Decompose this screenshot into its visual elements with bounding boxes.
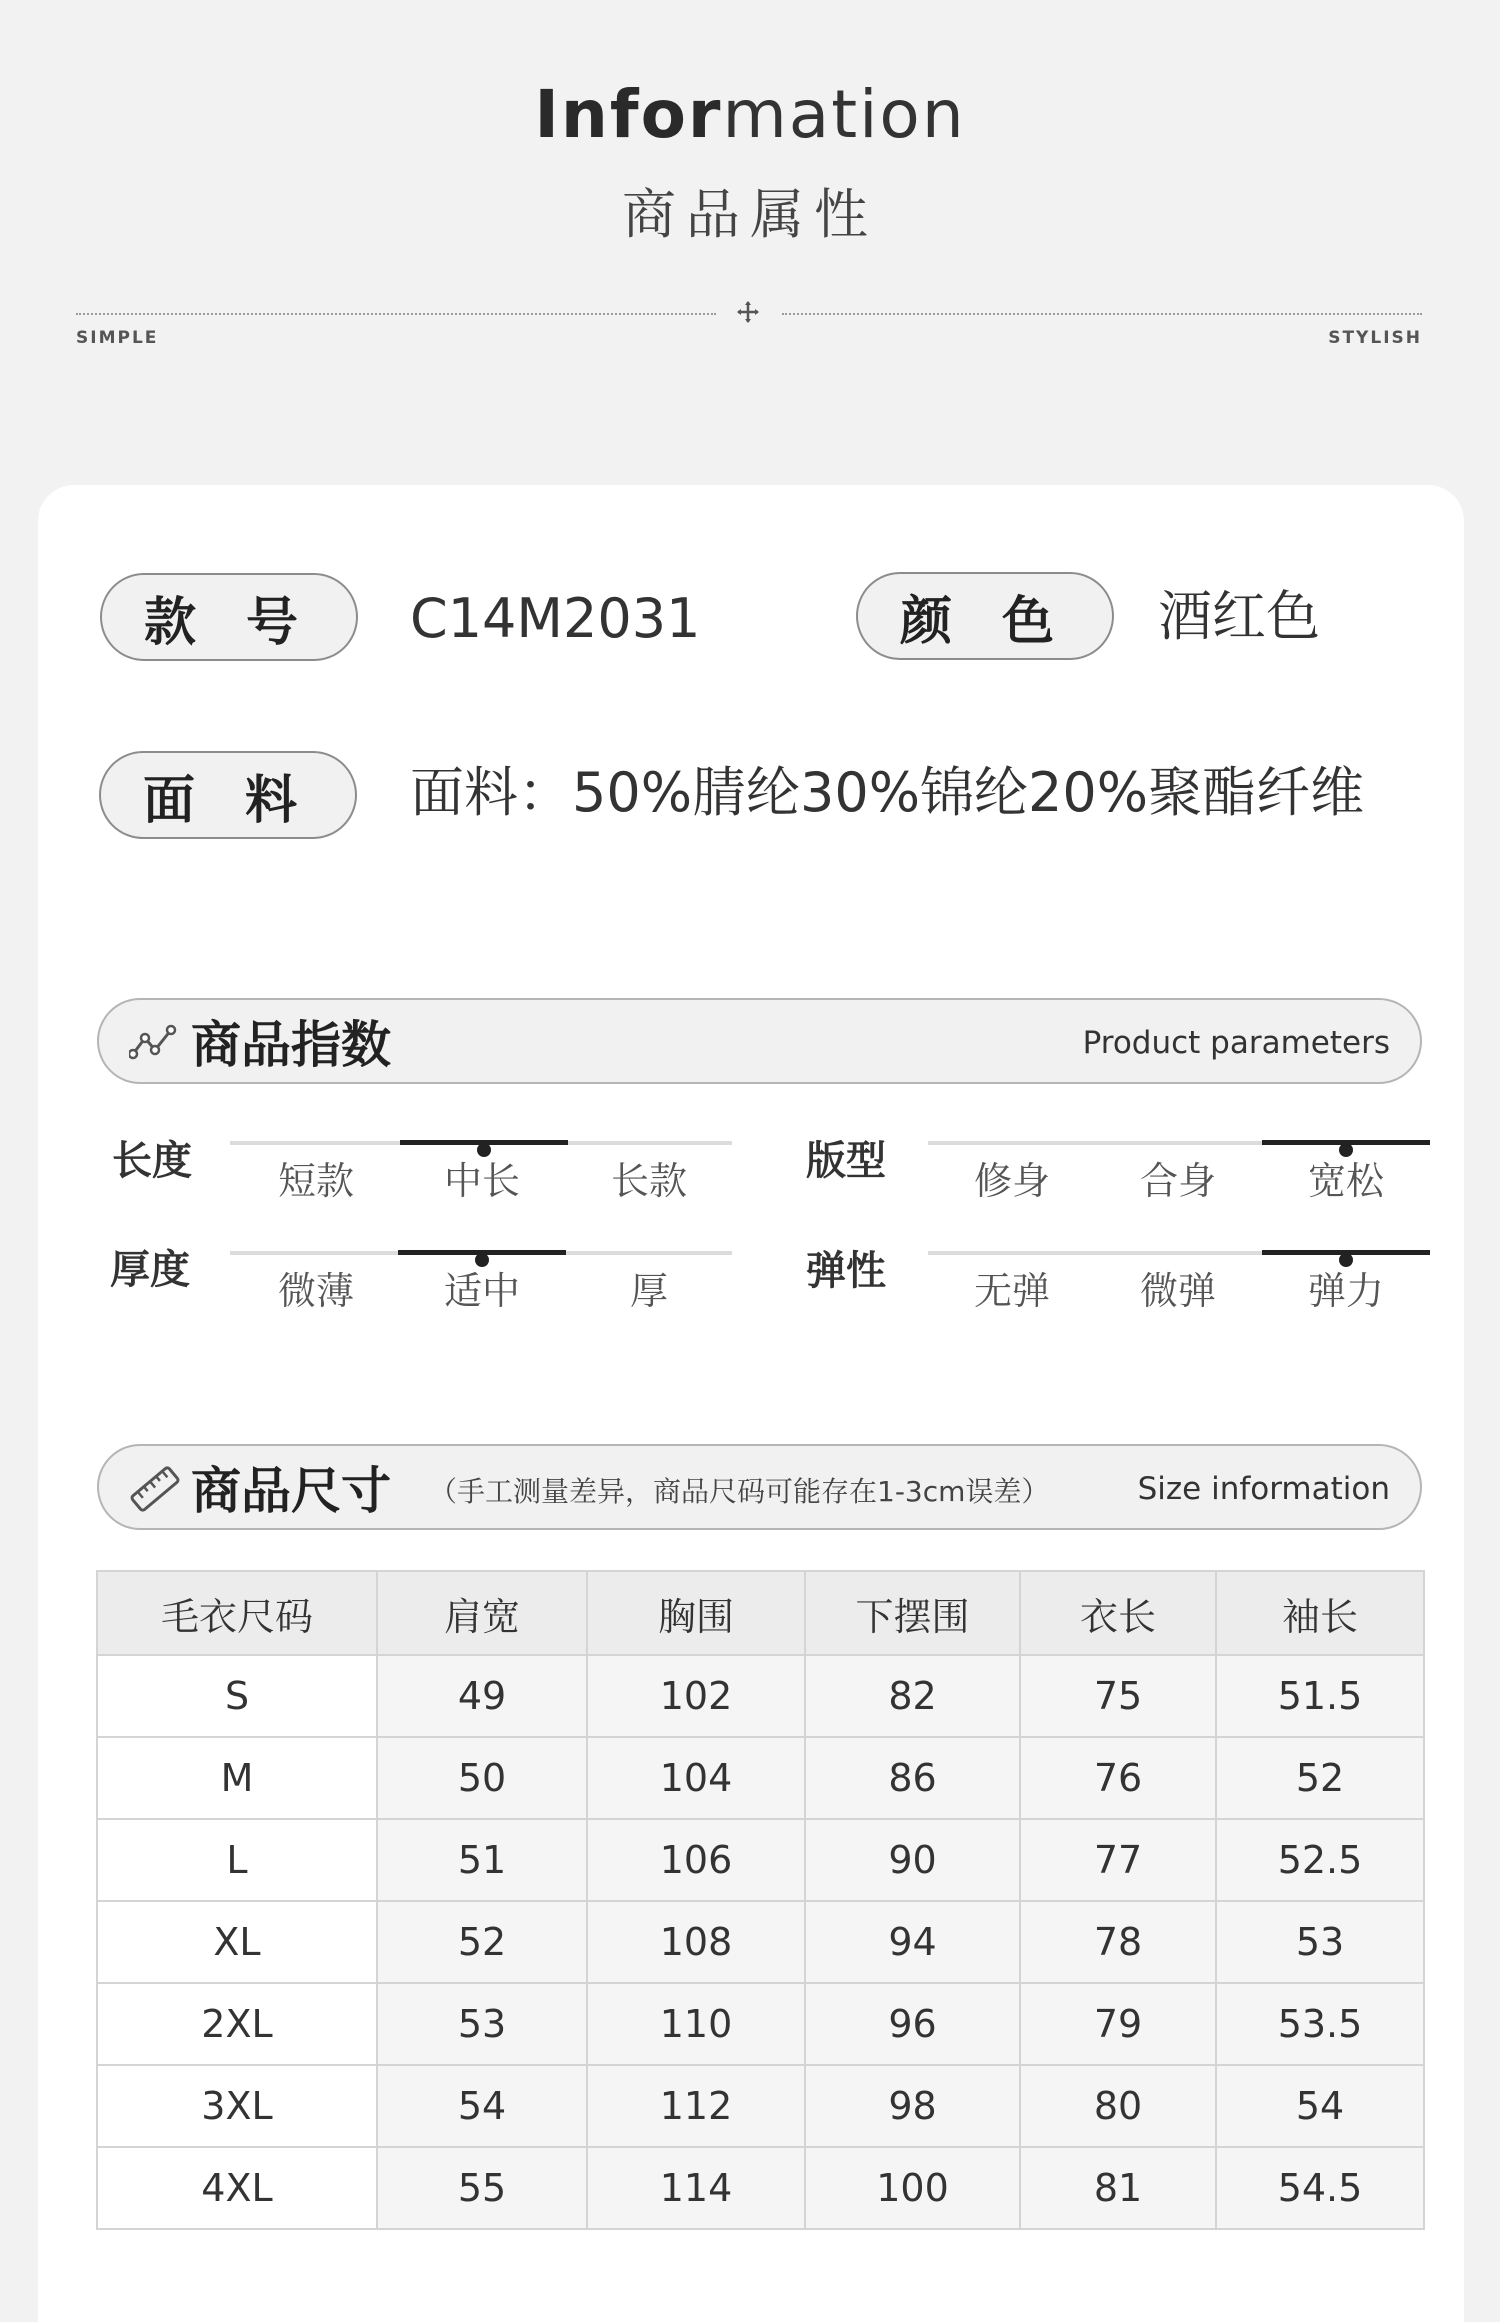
page-title-cn: 商品属性 <box>622 183 878 246</box>
tag-stylish: STYLISH <box>1328 328 1422 348</box>
param-label-fit: 版型 <box>806 1138 886 1184</box>
table-cell: 110 <box>587 1983 805 2065</box>
table-row <box>97 1819 1424 1901</box>
table-cell: 80 <box>1020 2065 1216 2147</box>
size-title-en: Size information <box>1137 1471 1390 1507</box>
table-cell: 53.5 <box>1216 1983 1424 2065</box>
option-stretch: 弹力 <box>1307 1269 1384 1313</box>
size-table <box>96 1570 1425 2230</box>
col-header: 下摆围 <box>805 1571 1020 1655</box>
size-cell: S <box>97 1655 377 1737</box>
table-cell: 54 <box>377 2065 587 2147</box>
scale-marker-length <box>477 1143 491 1157</box>
option-long: 长款 <box>610 1159 687 1203</box>
table-cell: 86 <box>805 1737 1020 1819</box>
table-cell: 77 <box>1020 1819 1216 1901</box>
ruler-icon <box>129 1466 181 1512</box>
col-header: 衣长 <box>1020 1571 1216 1655</box>
style-no-label: 款 号 <box>100 573 358 661</box>
table-cell: 53 <box>1216 1901 1424 1983</box>
param-label-thickness: 厚度 <box>110 1247 190 1293</box>
title-en-light: mation <box>722 76 966 153</box>
param-label-length: 长度 <box>112 1138 192 1184</box>
table-cell: 96 <box>805 1983 1020 2065</box>
param-label-elasticity: 弹性 <box>806 1248 886 1294</box>
table-cell: 78 <box>1020 1901 1216 1983</box>
option-mid-length: 中长 <box>443 1159 520 1203</box>
table-cell: 51.5 <box>1216 1655 1424 1737</box>
table-cell: 49 <box>377 1655 587 1737</box>
option-slim: 修身 <box>973 1159 1050 1203</box>
table-cell: 51 <box>377 1819 587 1901</box>
move-cross-icon <box>736 300 760 324</box>
table-cell: 94 <box>805 1901 1020 1983</box>
style-no-value: C14M2031 <box>410 587 701 650</box>
scale-marker-elasticity <box>1339 1253 1353 1267</box>
table-cell: 102 <box>587 1655 805 1737</box>
table-cell: 108 <box>587 1901 805 1983</box>
col-header: 袖长 <box>1216 1571 1424 1655</box>
table-row <box>97 1983 1424 2065</box>
col-header: 肩宽 <box>377 1571 587 1655</box>
size-cell: 3XL <box>97 2065 377 2147</box>
option-short: 短款 <box>277 1159 354 1203</box>
table-row <box>97 1901 1424 1983</box>
table-cell: 55 <box>377 2147 587 2229</box>
option-loose: 宽松 <box>1307 1159 1384 1203</box>
table-row <box>97 2147 1424 2229</box>
table-cell: 106 <box>587 1819 805 1901</box>
divider-right <box>782 313 1422 315</box>
option-thin: 微薄 <box>277 1269 354 1313</box>
size-note: （手工测量差异，商品尺码可能存在1-3cm误差） <box>429 1475 1050 1508</box>
table-cell: 100 <box>805 2147 1020 2229</box>
option-medium: 适中 <box>443 1269 520 1313</box>
table-row <box>97 1655 1424 1737</box>
divider-left <box>76 313 716 315</box>
size-cell: 2XL <box>97 1983 377 2065</box>
option-regular: 合身 <box>1139 1159 1216 1203</box>
size-cell: 4XL <box>97 2147 377 2229</box>
table-cell: 52 <box>1216 1737 1424 1819</box>
table-cell: 52.5 <box>1216 1819 1424 1901</box>
table-cell: 114 <box>587 2147 805 2229</box>
color-value: 酒红色 <box>1158 585 1320 648</box>
size-table-header <box>97 1571 1424 1655</box>
option-slight-stretch: 微弹 <box>1139 1269 1216 1313</box>
params-title-en: Product parameters <box>1082 1025 1390 1061</box>
table-cell: 79 <box>1020 1983 1216 2065</box>
size-cell: L <box>97 1819 377 1901</box>
table-cell: 104 <box>587 1737 805 1819</box>
size-title: 商品尺寸 <box>191 1462 391 1520</box>
fabric-value: 面料：50%腈纶30%锦纶20%聚酯纤维 <box>410 761 1365 824</box>
table-cell: 53 <box>377 1983 587 2065</box>
params-header-bar <box>97 998 1422 1084</box>
table-row <box>97 2065 1424 2147</box>
page-title-en <box>0 76 1500 153</box>
table-cell: 54.5 <box>1216 2147 1424 2229</box>
title-en-bold: Infor <box>534 76 723 153</box>
table-cell: 90 <box>805 1819 1020 1901</box>
scale-marker-thickness <box>475 1253 489 1267</box>
fabric-label: 面 料 <box>99 751 357 839</box>
table-cell: 98 <box>805 2065 1020 2147</box>
params-title: 商品指数 <box>191 1016 391 1074</box>
table-cell: 75 <box>1020 1655 1216 1737</box>
table-cell: 50 <box>377 1737 587 1819</box>
col-header: 胸围 <box>587 1571 805 1655</box>
option-thick: 厚 <box>629 1269 668 1313</box>
table-cell: 52 <box>377 1901 587 1983</box>
color-label: 颜 色 <box>856 572 1114 660</box>
table-cell: 81 <box>1020 2147 1216 2229</box>
size-cell: M <box>97 1737 377 1819</box>
table-cell: 54 <box>1216 2065 1424 2147</box>
option-no-stretch: 无弹 <box>973 1269 1050 1313</box>
size-cell: XL <box>97 1901 377 1983</box>
tag-simple: SIMPLE <box>76 328 159 348</box>
table-cell: 76 <box>1020 1737 1216 1819</box>
size-header-bar <box>97 1444 1422 1530</box>
scale-marker-fit <box>1339 1143 1353 1157</box>
col-header: 毛衣尺码 <box>97 1571 377 1655</box>
table-cell: 82 <box>805 1655 1020 1737</box>
trend-line-icon <box>129 1022 179 1062</box>
table-row <box>97 1737 1424 1819</box>
table-cell: 112 <box>587 2065 805 2147</box>
